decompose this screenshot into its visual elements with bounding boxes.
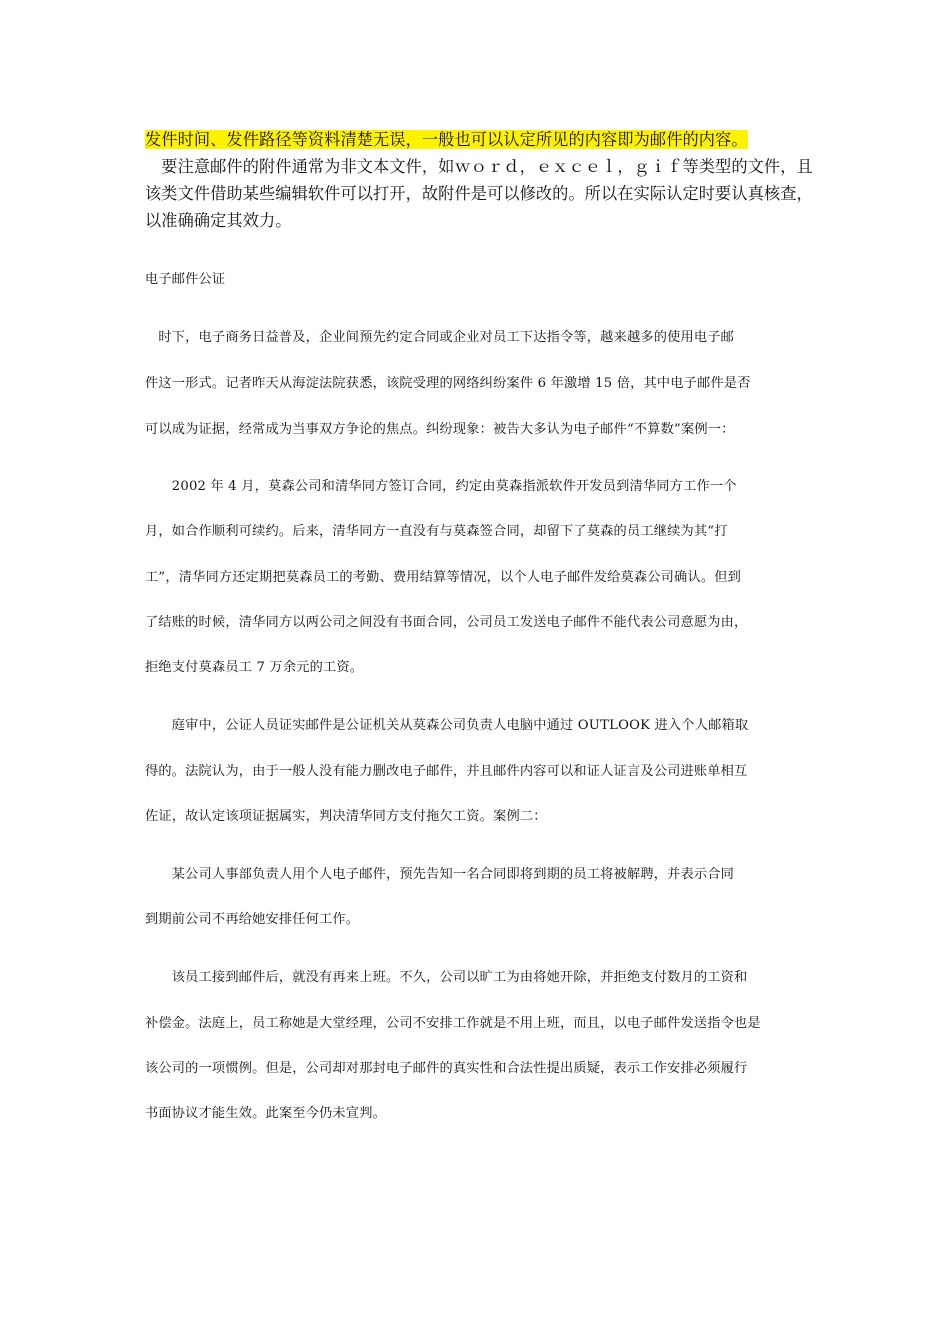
- paragraph-line: 某公司人事部负责人用个人电子邮件，预先告知一名合同即将到期的员工将被解聘，并表示合同: [145, 867, 735, 882]
- section-title: 电子邮件公证: [145, 272, 226, 287]
- paragraph-line: 时下，电子商务日益普及，企业间预先约定合同或企业对员工下达指令等，越来越多的使用电子邮: [145, 330, 735, 345]
- paragraph-line: 到期前公司不再给她安排任何工作。: [145, 912, 360, 927]
- paragraph-line: 月，如合作顺利可续约。后来，清华同方一直没有与莫森签合同，却留下了莫森的员工继续为其“打: [145, 524, 728, 539]
- highlight-mark: 发件时间、发件路径等资料清楚无误，一般也可以认定所见的内容即为邮件的内容。: [145, 130, 748, 149]
- paragraph-line: 可以成为证据，经常成为当事双方争论的焦点。纠纷现象：被告大多认为电子邮件“不算数”案例一：: [145, 422, 735, 437]
- paragraph-line: 佐证，故认定该项证据属实，判决清华同方支付拖欠工资。案例二：: [145, 809, 547, 824]
- paragraph-line: 工”，清华同方还定期把莫森员工的考勤、费用结算等情况，以个人电子邮件发给莫森公司确认。但到: [145, 570, 741, 585]
- paragraph-line: 书面协议才能生效。此案至今仍未宣判。: [145, 1106, 386, 1121]
- paragraph-line: 补偿金。法庭上，员工称她是大堂经理，公司不安排工作就是不用上班，而且，以电子邮件发送指令也是: [145, 1016, 761, 1031]
- highlighted-sentence: [145, 126, 748, 150]
- paragraph-line: 拒绝支付莫森员工 7 万余元的工资。: [145, 660, 364, 675]
- intro-line: 要注意邮件的附件通常为非文本文件，如ｗｏｒｄ，ｅｘｃｅｌ，ｇｉｆ等类型的文件，且: [145, 157, 813, 176]
- paragraph-line: 了结账的时候，清华同方以两公司之间没有书面合同，公司员工发送电子邮件不能代表公司意愿为由，: [145, 615, 748, 630]
- intro-line: 以准确确定其效力。: [145, 211, 292, 230]
- paragraph-line: 得的。法院认为，由于一般人没有能力删改电子邮件，并且邮件内容可以和证人证言及公司进账单相互: [145, 764, 748, 779]
- paragraph-line: 2002 年 4 月，莫森公司和清华同方签订合同，约定由莫森指派软件开发员到清华同方工作一个: [145, 479, 737, 494]
- intro-line: 该类文件借助某些编辑软件可以打开，故附件是可以修改的。所以在实际认定时要认真核查，: [145, 184, 813, 203]
- paragraph-line: 庭审中，公证人员证实邮件是公证机关从莫森公司负责人电脑中通过 OUTLOOK 进入个人邮箱取: [145, 718, 749, 733]
- paragraph-line: 该公司的一项惯例。但是，公司却对那封电子邮件的真实性和合法性提出质疑，表示工作安排必须履行: [145, 1061, 748, 1076]
- paragraph-line: 该员工接到邮件后，就没有再来上班。不久，公司以旷工为由将她开除，并拒绝支付数月的工资和: [145, 970, 748, 985]
- paragraph-line: 件这一形式。记者昨天从海淀法院获悉，该院受理的网络纠纷案件 6 年激增 15 倍，其中电子邮件是否: [145, 376, 751, 391]
